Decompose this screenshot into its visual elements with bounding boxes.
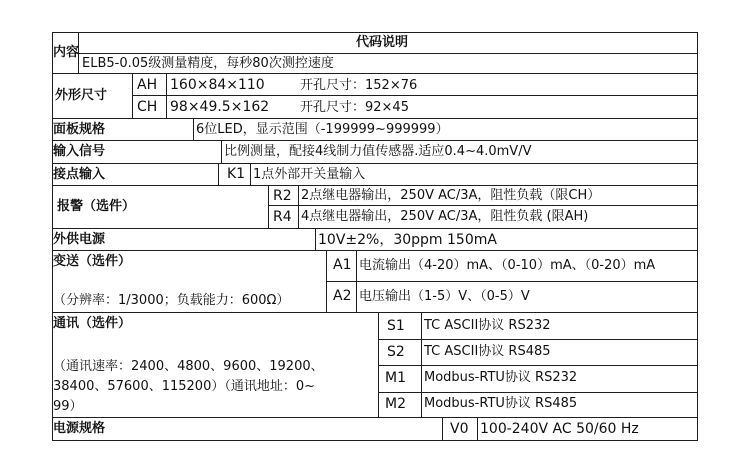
col-divider [132,73,133,119]
input-label: 输入信号 [53,144,106,159]
input-value: 比例测量，配接4线制力值传感器.适应0.4~4.0mV/V [224,144,532,159]
transmit-value-a1: 电流输出（4-20）mA、（0-10）mA、（0-20）mA [359,258,656,273]
col-divider [421,312,422,418]
supply-label: 外供电源 [53,232,106,247]
col-divider [356,250,357,313]
table-border-bottom [52,440,698,441]
transmit-label: 变送（选件） [53,254,132,269]
row-divider [78,53,698,54]
col-divider [166,73,167,119]
comm-value-s1: TC ASCII协议 RS232 [424,318,551,333]
col-divider [250,163,251,186]
dimensions-label: 外形尺寸 [55,88,108,103]
col-divider [326,250,327,313]
table-border-top [52,32,698,33]
content-label: 内容 [53,45,80,60]
comm-code-s2: S2 [387,344,405,360]
col-divider [221,140,222,163]
row-divider [378,339,698,340]
col-divider [193,118,194,141]
dimensions-size-ah: 160×84×110 [170,77,265,93]
row-divider [52,312,698,313]
col-divider [477,417,478,441]
dimensions-code-ah: AH [137,77,158,93]
comm-label: 通讯（选件） [53,316,132,331]
row-divider [268,205,698,206]
power-code: V0 [450,421,469,437]
row-divider [52,140,698,141]
table-border-right [697,32,698,441]
col-divider [315,228,316,251]
power-value: 100-240V AC 50/60 Hz [480,421,639,437]
row-divider [132,95,698,96]
col-divider [298,185,299,228]
transmit-note: （分辨率：1/3000；负载能力：600Ω） [53,293,290,308]
col-divider [218,163,219,186]
contact-code: K1 [227,166,246,182]
row-divider [52,417,698,418]
panel-value: 6位LED，显示范围（-199999~999999） [196,122,449,137]
dimensions-size-ch: 98×49.5×162 [170,99,270,115]
comm-value-m1: Modbus-RTU协议 RS232 [424,370,578,385]
dimensions-cutout-ah: 开孔尺寸：152×76 [300,78,418,93]
row-divider [52,228,698,229]
transmit-value-a2: 电压输出（1-5）V、（0-5）V [359,289,530,304]
row-divider [52,250,698,251]
contact-label: 接点输入 [53,167,106,182]
comm-note-line1: （通讯速率：2400、4800、9600、19200、 [53,359,324,374]
comm-code-m1: M1 [385,370,406,386]
header-title: 代码说明 [356,35,409,50]
supply-value: 10V±2%，30ppm 150mA [318,232,497,248]
col-divider [378,312,379,418]
row-divider [52,163,698,164]
contact-value: 1点外部开关量输入 [253,167,366,182]
row-divider [378,365,698,366]
alarm-code-r2: R2 [273,188,292,204]
panel-label: 面板规格 [53,122,106,137]
row-divider [52,73,698,74]
transmit-code-a1: A1 [333,257,352,273]
col-divider [442,417,443,441]
dimensions-code-ch: CH [137,99,158,115]
alarm-value-r4: 4点继电器输出，250V AC/3A，阻性负载 (限AH) [301,209,589,224]
comm-code-s1: S1 [387,318,405,334]
row-divider [378,392,698,393]
transmit-code-a2: A2 [333,288,352,304]
comm-value-m2: Modbus-RTU协议 RS485 [424,396,578,411]
comm-value-s2: TC ASCII协议 RS485 [424,344,551,359]
dimensions-cutout-ch: 开孔尺寸：92×45 [300,100,409,115]
row-divider [52,185,698,186]
content-value: ELB5-0.05级测量精度，每秒80次测控速度 [82,56,334,71]
col-divider [268,185,269,228]
row-divider [52,118,698,119]
alarm-label: 报警（选件） [57,199,136,214]
row-divider [326,281,698,282]
comm-note-line2: 38400、57600、115200）（通讯地址：0~ [53,379,315,394]
power-label: 电源规格 [53,421,106,436]
alarm-code-r4: R4 [273,209,292,225]
comm-note-line3: 99） [53,399,83,414]
comm-code-m2: M2 [385,396,406,412]
alarm-value-r2: 2点继电器输出，250V AC/3A，阻性负载（限CH） [301,188,601,203]
